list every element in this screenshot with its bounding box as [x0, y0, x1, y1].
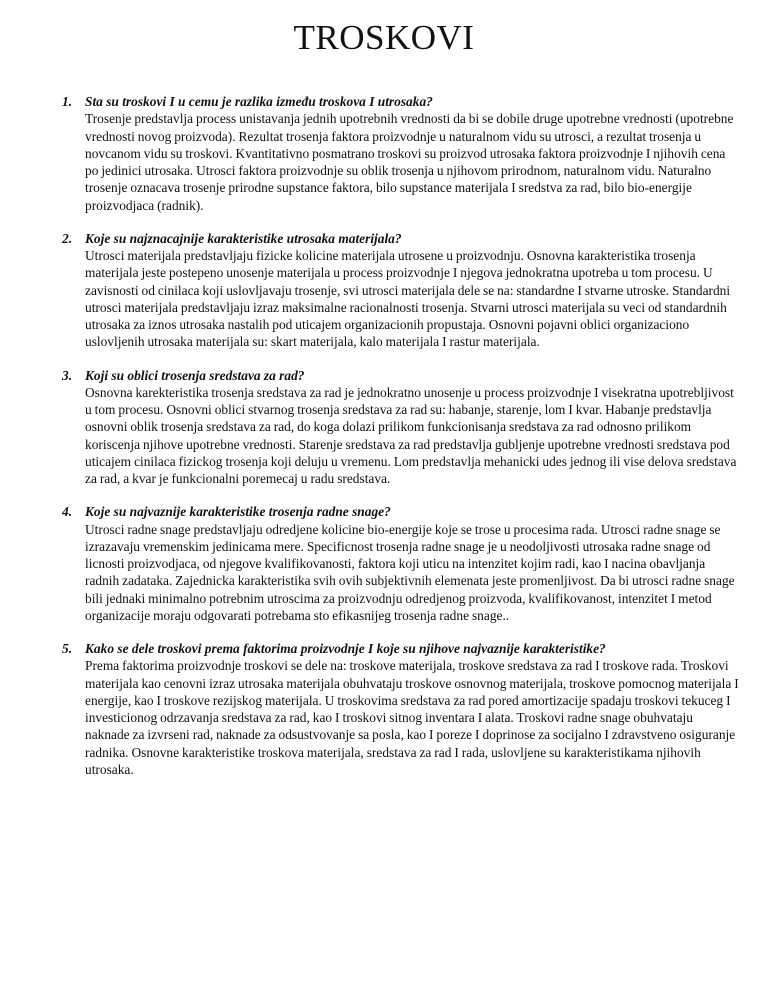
page-title: TROSKOVI [293, 18, 475, 57]
answer-text: Trosenje predstavlja process unistavanja jednih upotrebnih vrednosti da bi se dobile druge upotrebne vrednosti (upotrebne vrednosti novog proizvoda). Rezultat trosenja faktora proizvodnje u naturalnom vidu su utrosci, a rezultat trosenja u novcanom vidu su troskovi. Kvantitativno posmatrano troskovi su proizvod utrosaka faktora proizvodnje I njihovih cena po jedinici utrosaka. Utrosci faktora proizvodnje su oblik trosenja u njihovom prirodnom, naturalnom vidu. Naturalno trosenje oznacava trosenje prirodne supstance faktora, bilo supstance materijala I sredstva za rad, bilo bio-energije proizvodjaca (radnik). [85, 111, 734, 213]
question-number: 2. [62, 230, 73, 246]
question-number: 4. [62, 504, 73, 520]
answer-text: Prema faktorima proizvodnje troskovi se dele na: troskove materijala, troskove sredstava za rad I troskove rada. Troskovi materijala kao cenovni izraz utrosaka materijala obuhvataju troskove osnovnog materijala, troskove pomocnog materijala I energije, kao I troskove rezijskog materijala. U troskovima sredstava za rad pored amortizacije spadaju troskovi tekuceg I investicionog odrzavanja sredstava za rad, kao I troskovi sitnog inventara I alata. Troskovi radne snage obuhvataju naknade za izvrseni rad, naknade za odsustvovanje sa posla, kao I poreze I doprinose za socijalno I zdravstveno osiguranje radnika. Osnovne karakteristike troskova materijala, sredstava za rad I rada, uslovljene su karakteristikama njihovih utrosaka. [85, 658, 739, 777]
question-item-4 [60, 503, 740, 624]
question-item-2 [60, 230, 740, 351]
question-list [60, 93, 740, 794]
question-text: Koje su najznacajnije karakteristike utrosaka materijala? [85, 230, 402, 246]
question-text: Koje su najvaznije karakteristike trosenja radne snage? [85, 504, 391, 520]
question-text: Sta su troskovi I u cemu je razlika između troskova I utrosaka? [85, 94, 433, 109]
question-text: Kako se dele troskovi prema faktorima proizvodnje I koje su njihove najvaznije karakteristike? [85, 641, 606, 656]
answer-text: Osnovna karekteristika trosenja sredstava za rad je jednokratno unosenje u process proizvodnje I visekratna upotrebljivost u tom procesu. Osnovni oblici stvarnog trosenja sredstava za rad su: habanje, starenje, lom I kvar. Habanje predstavlja osnovni oblik trosenja sredstava za rad, do koga dolazi prilikom funkcionisanja sredstava za rad odnosno prilikom koriscenja njihove upotrebne vrednosti. Starenje sredstava za rad predstavlja gubljenje upotrebne vrednosti sredstava pod uticajem cinilaca fizickog trosenja koji deluju u vremenu. Lom predstavlja mehanicki udes jednog ili vise delova sredstava za rad, a kvar je funkcionalni poremecaj u radu sredstava. [85, 384, 737, 486]
answer-text: Utrosci materijala predstavljaju fizicke kolicine materijala utrosene u proizvodnju. Osnovna karakteristika trosenja materijala jeste postepeno unosenje materijala u process proizvodnje I njegova jednokratna upotreba u tom procesu. U zavisnosti od cinilaca koji uslovljavaju trosenje, svi utrosci materijala dele se na: standardne I stvarne utroske. Standardni utrosci materijala predstavljaju izraz maksimalne racionalnosti trosenja. Stvarni utrosci materijala su veci od standardnih utrosaka za iznos utrosaka nastalih pod uticajem organizacionih propustaja. Osnovni pojavni oblici organizaciono uslovljenih utrosaka materijala su: skart materijala, kalo materijala I rastur materijala. [85, 248, 731, 350]
answer-text: Utrosci radne snage predstavljaju odredjene kolicine bio-energije koje se trose u procesima rada. Utrosci radne snage se izrazavaju vremenskim jedinicama mere. Specificnost trosenja radne snage je u neodoljivosti utrosaka radne snage od licnosti proizvodjaca, od njegove kvalifikovanosti, faktora koji uticu na intenzitet kojim radi, kao I nacina obavljanja radnih zadataka. Zajednicka karakteristika svih ovih subjektivnih elemenata jeste promenljivost. Da bi utrosci radne snage bili jednaki minimalno potrebnim utroscima za proizvodnju odredjenog proizvoda, kvalifikovanost, intenzitet I metod organizacije moraju odgovarati potrebama sto efikasnijeg trosenja radne snage.. [85, 521, 735, 623]
question-item-1 [60, 93, 740, 214]
question-item-3 [60, 367, 740, 488]
question-number: 5. [62, 641, 73, 656]
question-item-5 [60, 640, 740, 778]
question-text: Koji su oblici trosenja sredstava za rad? [85, 367, 305, 383]
question-number: 3. [62, 367, 73, 383]
question-number: 1. [62, 94, 73, 109]
